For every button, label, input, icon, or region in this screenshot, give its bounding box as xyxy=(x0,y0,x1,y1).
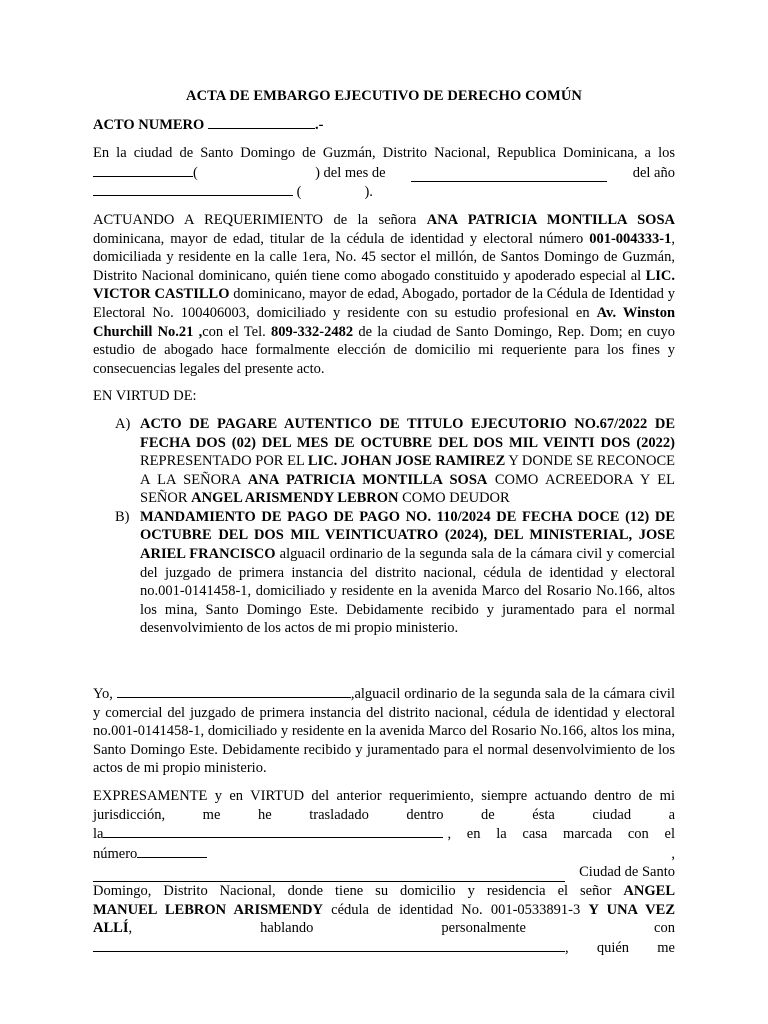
expresamente-line-2: jurisdicción, me he trasladado dentro de ésta ciudad a xyxy=(93,806,676,823)
expresamente-line-5: Ciudad de Santo xyxy=(93,863,675,882)
intro-line-1: En la ciudad de Santo Domingo de Guzmán, Distrito Nacional, Republica Dominicana, a los xyxy=(93,145,675,162)
intro-line-2: ( ) del mes de del año xyxy=(93,163,675,183)
list-item-a xyxy=(93,415,675,508)
document-title: ACTA DE EMBARGO EJECUTIVO DE DERECHO COMÚN xyxy=(186,88,582,104)
list-item-text: MANDAMIENTO DE PAGO DE PAGO NO. 110/2024 DE FECHA DOCE (12) DE OCTUBRE DEL DOS MIL VEINTICUATRO (2024), DEL MINISTERIAL, JOSE ARIEL FRANCISCO alguacil ordinario de la segunda sala de la cámara civil y comercial del juzgado de primera instancia del distrito nacional, cédula de identidad y electoral no.001-0141458-1, domiciliado y residente en la avenida Marco del Rosario No.166, altos los mina, Santo Domingo Este. Debidamente recibido y juramentado para el normal desenvolvimiento de los actos de mi propio ministerio. xyxy=(140,508,675,637)
acto-numero-blank[interactable] xyxy=(208,115,315,129)
location-blank[interactable] xyxy=(93,868,565,882)
actuando-paragraph: ACTUANDO A REQUERIMIENTO de la señora ANA PATRICIA MONTILLA SOSA dominicana, mayor de edad, titular de la cédula de identidad y electoral número 001-004333-1, domiciliada y residente en la calle 1era, No. 45 sector el millón, de Santos Domingo de Guzmán, Distrito Nacional dominicano, quién tiene como abogado constituido y apoderado especial al LIC. VICTOR CASTILLO dominicano, mayor de edad, Abogado, portador de la Cédula de Identidad y Electoral No. 100406003, domiciliado y residente con su estudio profesional en Av. Winston Churchill No.21 ,con el Tel. 809-332-2482 de la ciudad de Santo Domingo, Rep. Dom; en cuyo estudio de abogado hace formalmente elección de domicilio mi requeriente para los fines y consecuencias legales del presente acto. xyxy=(93,211,676,377)
expresamente-line-8: ALLÍ, hablando personalmente con xyxy=(93,920,675,937)
yo-paragraph: Yo, ,alguacil ordinario de la segunda sala de la cámara civil y comercial del juzgado de primera instancia del distrito nacional, cédula de identidad y electoral no.001-0141458-1, domiciliado y residente en la avenida Marco del Rosario No.166, altos los mina, Santo Domingo Este. Debidamente recibido y juramentado para el normal desenvolvimiento de los actos de mi propio ministerio. xyxy=(93,686,675,777)
list-item-text: ACTO DE PAGARE AUTENTICO DE TITULO EJECUTORIO NO.67/2022 DE FECHA DOS (02) DEL MES DE OCTUBRE DEL DOS MIL VEINTI DOS (2022) REPRESENTADO POR EL LIC. JOHAN JOSE RAMIREZ Y DONDE SE RECONOCE A LA SEÑORA ANA PATRICIA MONTILLA SOSA COMO ACREEDORA Y EL SEÑOR ANGEL ARISMENDY LEBRON COMO DEUDOR xyxy=(140,415,675,507)
en-virtud-heading: EN VIRTUD DE: xyxy=(93,388,197,405)
expresamente-line-9: , quién me xyxy=(93,938,675,958)
day-blank[interactable] xyxy=(93,163,193,177)
acto-numero-label: ACTO NUMERO xyxy=(93,116,205,133)
intro-paragraph xyxy=(93,144,675,202)
list-marker: A) xyxy=(115,415,131,432)
expresamente-line-3: la , en la casa marcada con el xyxy=(93,826,675,843)
alguacil-name-blank[interactable] xyxy=(117,684,351,698)
expresamente-line-4: número , xyxy=(93,845,675,862)
expresamente-paragraph xyxy=(93,787,675,957)
person-blank[interactable] xyxy=(93,938,565,952)
expresamente-line-6: Domingo, Distrito Nacional, donde tiene su domicilio y residencia el señor ANGEL xyxy=(93,882,675,899)
expresamente-line-1: EXPRESAMENTE y en VIRTUD del anterior requerimiento, siempre actuando dentro de mi xyxy=(93,788,675,804)
expresamente-line-7: MANUEL LEBRON ARISMENDY cédula de identidad No. 001-0533891-3 Y UNA VEZ xyxy=(93,901,675,918)
month-blank[interactable] xyxy=(411,168,607,182)
house-number-blank[interactable] xyxy=(137,844,207,858)
en-virtud-list xyxy=(93,415,675,638)
address-blank[interactable] xyxy=(103,824,443,838)
list-marker: B) xyxy=(115,508,130,525)
del-anio-label: del año xyxy=(632,164,675,181)
intro-line-3: ( ). xyxy=(93,182,675,202)
acto-numero-suffix: .- xyxy=(314,116,324,133)
year-blank[interactable] xyxy=(93,182,293,196)
del-mes-de-label: ) del mes de xyxy=(315,164,386,181)
acto-numero xyxy=(93,115,675,135)
list-item-b xyxy=(93,508,675,638)
